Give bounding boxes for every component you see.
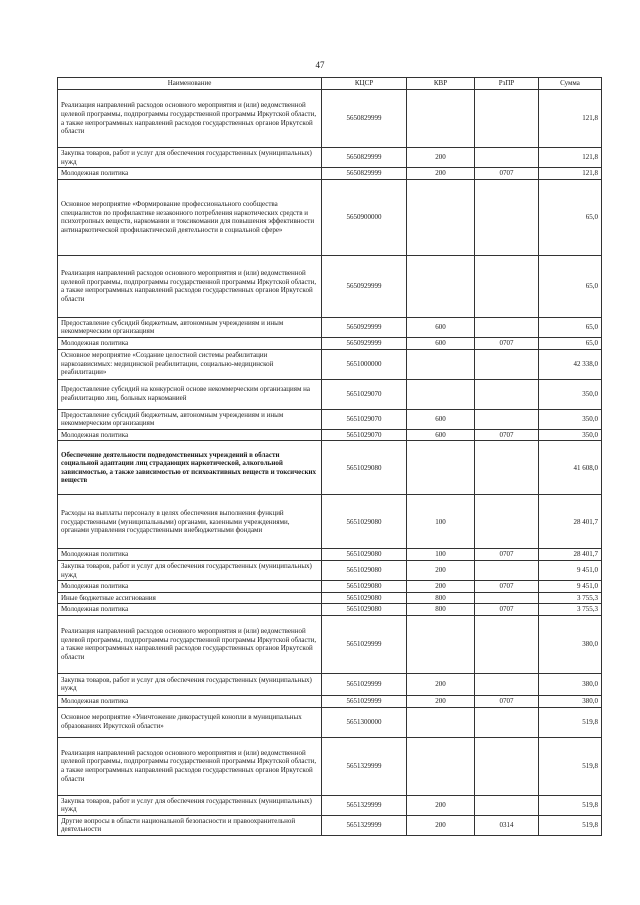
row-kvr-cell: 200 [407,168,475,180]
row-sum-cell: 28 401,7 [539,549,602,561]
row-sum-cell: 65,0 [539,255,602,317]
row-sum-cell: 42 338,0 [539,349,602,379]
table-row [58,441,602,495]
row-name-cell: Реализация направлений расходов основного мероприятия и (или) ведомственной целевой программы, подпрограммы государственной программы Иркутской области, а также непрограммных направлений расходов государственных органов Иркутской области [58,737,322,795]
row-kcsr-cell: 5650829999 [322,168,407,180]
header-kcsr: КЦСР [322,78,407,90]
row-name-cell: Молодежная политика [58,695,322,707]
row-rzpr-cell: 0707 [475,581,539,593]
row-kcsr-cell: 5651029080 [322,604,407,616]
table-row [58,549,602,561]
row-name-cell: Основное мероприятие «Формирование профессионального сообщества специалистов по профилактике незаконного потребления наркотических средств и психотропных веществ, наркомании и токсикомании для повышения эффективности антинаркотической профилактической деятельности в социальной сфере» [58,179,322,255]
row-rzpr-cell [475,495,539,549]
row-name-cell: Иные бюджетные ассигнования [58,592,322,604]
row-name-cell: Закупка товаров, работ и услуг для обеспечения государственных (муниципальных) нужд [58,673,322,695]
row-kcsr-cell: 5651029999 [322,615,407,673]
row-rzpr-cell [475,255,539,317]
row-kvr-cell: 800 [407,604,475,616]
row-kvr-cell: 200 [407,581,475,593]
table-row [58,604,602,616]
row-kvr-cell: 200 [407,815,475,835]
table-row [58,349,602,379]
row-sum-cell: 519,8 [539,737,602,795]
row-sum-cell: 28 401,7 [539,495,602,549]
row-sum-cell: 9 451,0 [539,581,602,593]
row-rzpr-cell: 0314 [475,815,539,835]
row-rzpr-cell [475,317,539,337]
row-rzpr-cell [475,737,539,795]
row-kvr-cell [407,707,475,737]
row-name-cell: Обеспечение деятельности подведомственных учреждений в области социальной адаптации лиц страдающих наркотической, алкогольной зависимостью, а также зависимостью от психоактивных веществ и токсических веществ [58,441,322,495]
row-kvr-cell [407,737,475,795]
row-kvr-cell: 100 [407,495,475,549]
row-sum-cell: 3 755,3 [539,592,602,604]
row-kvr-cell: 200 [407,795,475,815]
row-kvr-cell [407,615,475,673]
row-rzpr-cell [475,592,539,604]
row-sum-cell: 519,8 [539,707,602,737]
row-kcsr-cell: 5651029080 [322,560,407,580]
row-kcsr-cell: 5650929999 [322,317,407,337]
row-kcsr-cell: 5650929999 [322,337,407,349]
row-name-cell: Молодежная политика [58,168,322,180]
table-row [58,592,602,604]
table-row [58,615,602,673]
row-sum-cell: 380,0 [539,673,602,695]
row-sum-cell: 519,8 [539,815,602,835]
table-row [58,317,602,337]
table-row [58,409,602,429]
row-name-cell: Другие вопросы в области национальной безопасности и правоохранительной деятельности [58,815,322,835]
row-kvr-cell: 600 [407,409,475,429]
row-rzpr-cell: 0707 [475,429,539,441]
row-kcsr-cell: 5650900000 [322,179,407,255]
row-rzpr-cell [475,560,539,580]
row-kcsr-cell: 5651029080 [322,592,407,604]
table-row [58,695,602,707]
row-rzpr-cell: 0707 [475,604,539,616]
row-kvr-cell: 200 [407,560,475,580]
row-sum-cell: 3 755,3 [539,604,602,616]
table-row [58,560,602,580]
row-name-cell: Расходы на выплаты персоналу в целях обеспечения выполнения функций государственными (муниципальными) органами, казенными учреждениями, органами управления государственными внебюджетными фондами [58,495,322,549]
row-kcsr-cell: 5651029070 [322,429,407,441]
row-sum-cell: 380,0 [539,615,602,673]
row-name-cell: Закупка товаров, работ и услуг для обеспечения государственных (муниципальных) нужд [58,148,322,168]
row-kcsr-cell: 5650829999 [322,148,407,168]
row-kcsr-cell: 5650929999 [322,255,407,317]
row-sum-cell: 9 451,0 [539,560,602,580]
row-rzpr-cell [475,90,539,148]
row-name-cell: Молодежная политика [58,604,322,616]
row-kcsr-cell: 5651029080 [322,495,407,549]
row-sum-cell: 65,0 [539,179,602,255]
row-name-cell: Молодежная политика [58,337,322,349]
row-kcsr-cell: 5651029070 [322,379,407,409]
table-row [58,429,602,441]
header-kvr: КВР [407,78,475,90]
row-rzpr-cell [475,795,539,815]
row-name-cell: Молодежная политика [58,429,322,441]
table-row [58,255,602,317]
row-kvr-cell: 100 [407,549,475,561]
table-row [58,168,602,180]
row-kvr-cell [407,179,475,255]
page-number: 47 [315,60,325,70]
table-row [58,737,602,795]
row-rzpr-cell: 0707 [475,337,539,349]
row-name-cell: Закупка товаров, работ и услуг для обеспечения государственных (муниципальных) нужд [58,560,322,580]
row-kcsr-cell: 5651029999 [322,673,407,695]
table-row [58,673,602,695]
row-sum-cell: 350,0 [539,409,602,429]
table-row [58,379,602,409]
table-row [58,495,602,549]
row-rzpr-cell [475,707,539,737]
row-kvr-cell: 800 [407,592,475,604]
row-sum-cell: 65,0 [539,317,602,337]
row-rzpr-cell [475,441,539,495]
table-row [58,707,602,737]
row-rzpr-cell [475,379,539,409]
table-row [58,179,602,255]
row-kvr-cell [407,349,475,379]
table-row [58,337,602,349]
row-kcsr-cell: 5651329999 [322,737,407,795]
row-sum-cell: 350,0 [539,429,602,441]
row-name-cell: Основное мероприятие «Уничтожение дикорастущей конопли в муниципальных образованиях Иркутской области» [58,707,322,737]
row-rzpr-cell [475,349,539,379]
row-name-cell: Закупка товаров, работ и услуг для обеспечения государственных (муниципальных) нужд [58,795,322,815]
row-sum-cell: 519,8 [539,795,602,815]
row-rzpr-cell [475,673,539,695]
row-kvr-cell: 600 [407,429,475,441]
row-kcsr-cell: 5651029080 [322,441,407,495]
row-kvr-cell: 600 [407,317,475,337]
row-name-cell: Предоставление субсидий бюджетным, автономным учреждениям и иным некоммерческим организациям [58,409,322,429]
table-row [58,581,602,593]
row-rzpr-cell: 0707 [475,168,539,180]
row-rzpr-cell [475,148,539,168]
table-row [58,90,602,148]
header-name: Наименование [58,78,322,90]
header-rzpr: РзПР [475,78,539,90]
row-name-cell: Предоставление субсидий бюджетным, автономным учреждениям и иным некоммерческим организациям [58,317,322,337]
table-row [58,815,602,835]
row-kcsr-cell: 5651329999 [322,795,407,815]
row-kcsr-cell: 5651300000 [322,707,407,737]
row-sum-cell: 121,8 [539,90,602,148]
row-kvr-cell [407,379,475,409]
row-kvr-cell [407,90,475,148]
row-kcsr-cell: 5651029999 [322,695,407,707]
row-name-cell: Предоставление субсидий на конкурсной основе некоммерческим организациям на реабилитацию лиц, больных наркоманией [58,379,322,409]
header-sum: Сумма [539,78,602,90]
table-row [58,148,602,168]
row-kvr-cell: 600 [407,337,475,349]
row-name-cell: Реализация направлений расходов основного мероприятия и (или) ведомственной целевой программы, подпрограммы государственной программы Иркутской области, а также непрограммных направлений расходов государственных органов Иркутской области [58,615,322,673]
row-sum-cell: 65,0 [539,337,602,349]
row-rzpr-cell [475,409,539,429]
table-header-row [58,78,602,90]
row-rzpr-cell [475,179,539,255]
row-name-cell: Реализация направлений расходов основного мероприятия и (или) ведомственной целевой программы, подпрограммы государственной программы Иркутской области, а также непрограммных направлений расходов государственных органов Иркутской области [58,255,322,317]
row-kvr-cell: 200 [407,148,475,168]
row-kvr-cell: 200 [407,673,475,695]
row-kcsr-cell: 5651329999 [322,815,407,835]
budget-table [57,77,602,836]
table-body [58,90,602,836]
row-sum-cell: 121,8 [539,168,602,180]
row-kcsr-cell: 5651029080 [322,581,407,593]
row-kvr-cell: 200 [407,695,475,707]
row-sum-cell: 121,8 [539,148,602,168]
row-name-cell: Основное мероприятие «Создание целостной системы реабилитации наркозависимых: медицинской реабилитации, социально-медицинской реабилитации» [58,349,322,379]
row-kcsr-cell: 5650829999 [322,90,407,148]
row-kcsr-cell: 5651029080 [322,549,407,561]
row-name-cell: Молодежная политика [58,581,322,593]
row-kvr-cell [407,255,475,317]
row-kcsr-cell: 5651000000 [322,349,407,379]
row-rzpr-cell: 0707 [475,695,539,707]
row-kvr-cell [407,441,475,495]
row-name-cell: Молодежная политика [58,549,322,561]
row-sum-cell: 350,0 [539,379,602,409]
row-sum-cell: 41 608,0 [539,441,602,495]
row-rzpr-cell: 0707 [475,549,539,561]
table-row [58,795,602,815]
row-sum-cell: 380,0 [539,695,602,707]
row-name-cell: Реализация направлений расходов основного мероприятия и (или) ведомственной целевой программы, подпрограммы государственной программы Иркутской области, а также непрограммных направлений расходов государственных органов Иркутской области [58,90,322,148]
row-rzpr-cell [475,615,539,673]
row-kcsr-cell: 5651029070 [322,409,407,429]
